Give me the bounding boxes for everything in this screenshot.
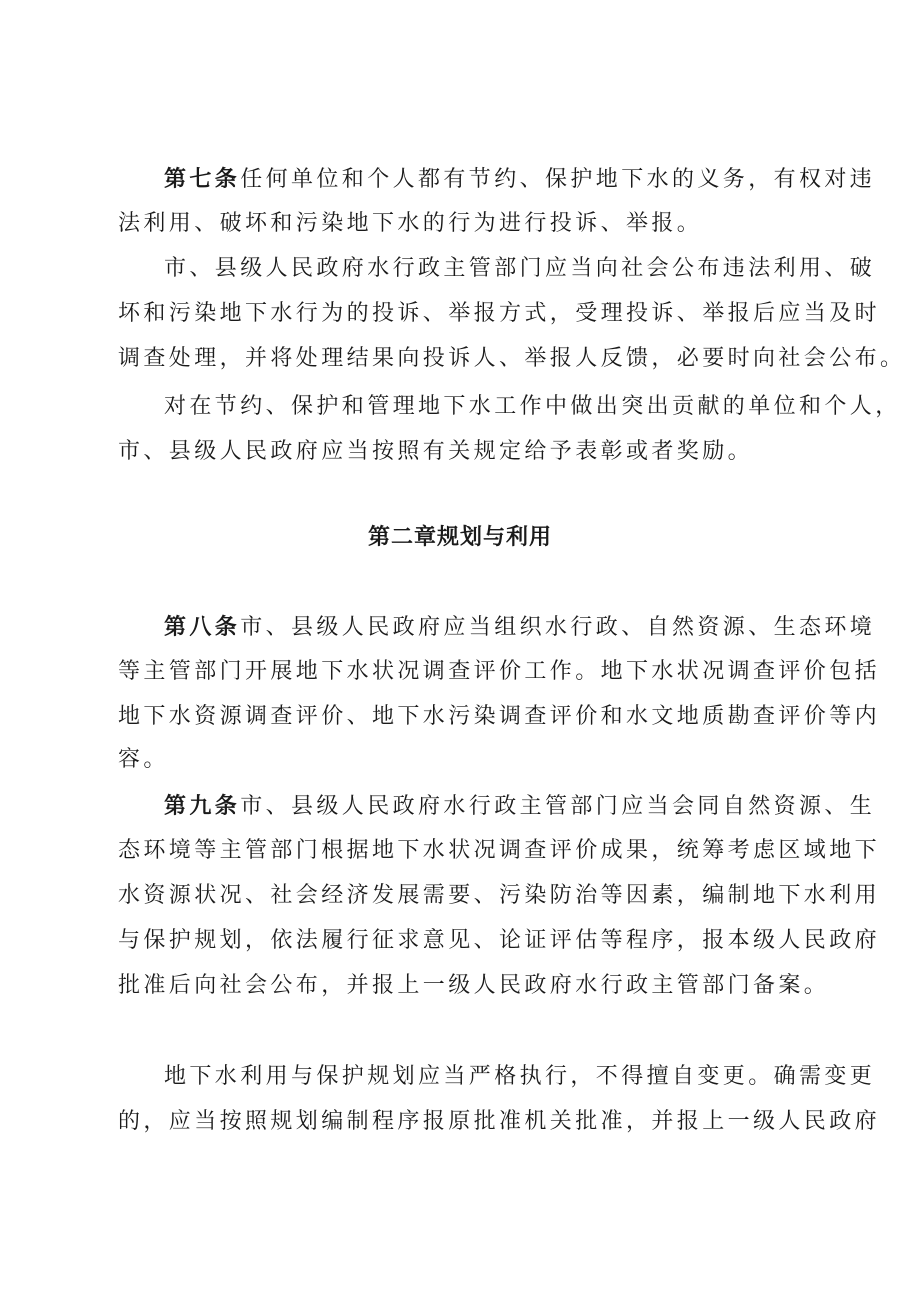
article-9-line-3: 水资源状况、社会经济发展需要、污染防治等因素，编制地下水利用 (118, 883, 881, 908)
article-9-text: 市、县级人民政府水行政主管部门应当会同自然资源、生 (240, 794, 876, 819)
article-7-para-3-line-1: 对在节约、保护和管理地下水工作中做出突出贡献的单位和个人， (164, 394, 901, 419)
article-8-line-4: 容。 (118, 747, 169, 772)
article-7-line-1 (164, 164, 876, 194)
article-9-label: 第九条 (164, 793, 241, 819)
article-7-para-2-line-3: 调查处理，并将处理结果向投诉人、举报人反馈，必要时向社会公布。 (118, 346, 906, 371)
article-9-line-5: 批准后向社会公布，并报上一级人民政府水行政主管部门备案。 (118, 973, 830, 998)
article-9-line-4: 与保护规划，依法履行征求意见、论证评估等程序，报本级人民政府 (118, 928, 881, 953)
article-8-label: 第八条 (164, 614, 241, 640)
article-9-para-2-line-1: 地下水利用与保护规划应当严格执行，不得擅自变更。确需变更 (164, 1064, 876, 1089)
article-9-line-1 (164, 791, 876, 821)
article-8-text: 市、县级人民政府应当组织水行政、自然资源、生态环境 (240, 615, 876, 640)
article-9-para-2-line-2: 的，应当按照规划编制程序报原批准机关批准，并报上一级人民政府 (118, 1109, 881, 1134)
article-7-text: 任何单位和个人都有节约、保护地下水的义务，有权对违 (240, 167, 876, 192)
chapter-heading: 第二章规划与利用 (367, 524, 552, 550)
article-8-line-2: 等主管部门开展地下水状况调查评价工作。地下水状况调查评价包括 (118, 659, 881, 684)
article-8-line-1 (164, 612, 876, 642)
article-9-line-2: 态环境等主管部门根据地下水状况调查评价成果，统筹考虑区域地下 (118, 838, 881, 863)
article-7-line-2: 法利用、破坏和污染地下水的行为进行投诉、举报。 (118, 211, 703, 236)
article-7-para-2-line-1: 市、县级人民政府水行政主管部门应当向社会公布违法利用、破 (164, 256, 876, 281)
article-7-para-2-line-2: 坏和污染地下水行为的投诉、举报方式，受理投诉、举报后应当及时 (118, 301, 881, 326)
article-8-line-3: 地下水资源调查评价、地下水污染调查评价和水文地质勘查评价等内 (118, 704, 881, 729)
article-7-para-3-line-2: 市、县级人民政府应当按照有关规定给予表彰或者奖励。 (118, 439, 754, 464)
article-7-label: 第七条 (164, 166, 241, 192)
